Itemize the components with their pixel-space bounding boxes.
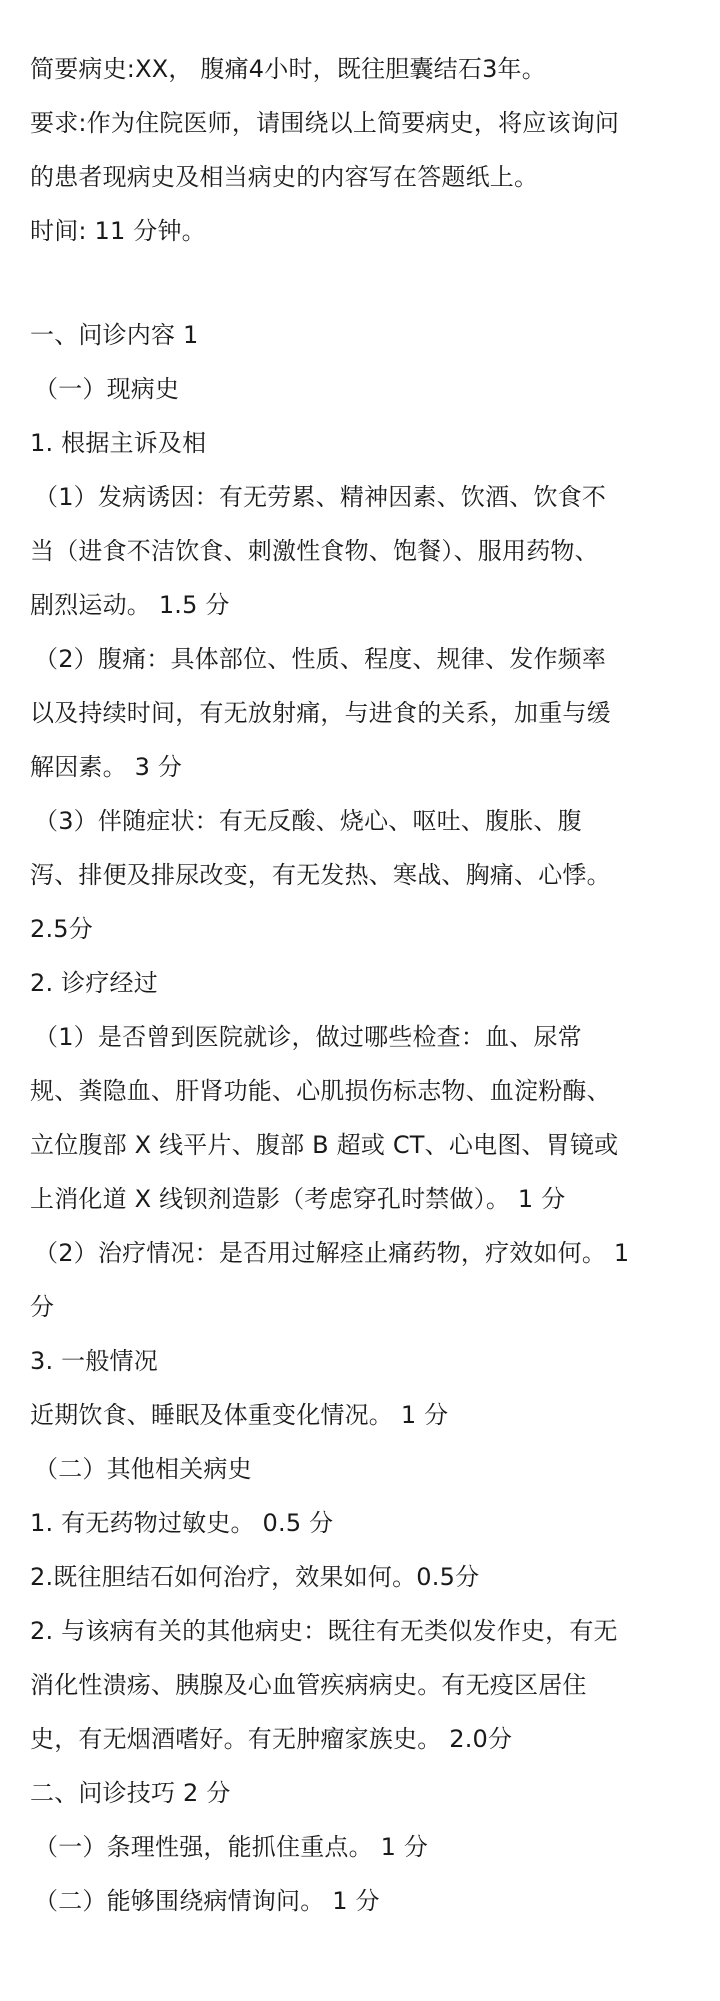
other-item-1: 1. 有无药物过敏史。 0.5 分 bbox=[30, 1509, 334, 1537]
other-item-3-line-a: 2. 与该病有关的其他病史：既往有无类似发作史，有无 bbox=[30, 1617, 618, 1645]
spacer bbox=[30, 258, 712, 308]
item-2-1-line-a: （1）是否曾到医院就诊，做过哪些检查：血、尿常 bbox=[34, 1023, 582, 1051]
item-3-title: 3. 一般情况 bbox=[30, 1347, 158, 1375]
section-1-title: 一、问诊内容 1 bbox=[30, 321, 199, 349]
other-item-3-line-b: 消化性溃疡、胰腺及心血管疾病病史。有无疫区居住 bbox=[30, 1671, 587, 1699]
item-1-1-line-b: 当（进食不洁饮食、刺激性食物、饱餐）、服用药物、 bbox=[30, 537, 599, 565]
section-2-title: 二、问诊技巧 2 分 bbox=[30, 1779, 231, 1807]
item-2-1-line-c: 立位腹部 X 线平片、腹部 B 超或 CT、心电图、胃镜或 bbox=[30, 1131, 619, 1159]
item-1-3-line-c: 2.5分 bbox=[30, 915, 93, 943]
requirement-line-2: 的患者现病史及相当病史的内容写在答题纸上。 bbox=[30, 163, 539, 191]
subsection-other-history: （二）其他相关病史 bbox=[34, 1455, 252, 1483]
history-line: 简要病史:XX， 腹痛4小时，既往胆囊结石3年。 bbox=[30, 55, 546, 83]
item-2-2-line-b: 分 bbox=[30, 1293, 55, 1321]
item-3-body: 近期饮食、睡眠及体重变化情况。 1 分 bbox=[30, 1401, 449, 1429]
other-item-2: 2.既往胆结石如何治疗，效果如何。0.5分 bbox=[30, 1563, 480, 1591]
item-1-2-line-b: 以及持续时间，有无放射痛，与进食的关系，加重与缓 bbox=[30, 699, 611, 727]
item-2-1-line-d: 上消化道 X 线钡剂造影（考虑穿孔时禁做）。 1 分 bbox=[30, 1185, 566, 1213]
skill-item-2: （二）能够围绕病情询问。 1 分 bbox=[34, 1887, 380, 1915]
item-1-1-line-a: （1）发病诱因：有无劳累、精神因素、饮酒、饮食不 bbox=[34, 483, 607, 511]
item-1-2-line-a: （2）腹痛：具体部位、性质、程度、规律、发作频率 bbox=[34, 645, 607, 673]
item-2-title: 2. 诊疗经过 bbox=[30, 969, 158, 997]
time-line: 时间: 11 分钟。 bbox=[30, 217, 206, 245]
item-2-1-line-b: 规、粪隐血、肝肾功能、心肌损伤标志物、血淀粉酶、 bbox=[30, 1077, 611, 1105]
item-1-3-line-b: 泻、排便及排尿改变，有无发热、寒战、胸痛、心悸。 bbox=[30, 861, 611, 889]
item-1-3-line-a: （3）伴随症状：有无反酸、烧心、呕吐、腹胀、腹 bbox=[34, 807, 582, 835]
skill-item-1: （一）条理性强，能抓住重点。 1 分 bbox=[34, 1833, 429, 1861]
requirement-line-1: 要求:作为住院医师，请围绕以上简要病史，将应该询问 bbox=[30, 109, 620, 137]
other-item-3-line-c: 史，有无烟酒嗜好。有无肿瘤家族史。 2.0分 bbox=[30, 1725, 513, 1753]
item-1-2-line-c: 解因素。 3 分 bbox=[30, 753, 183, 781]
item-1-title: 1. 根据主诉及相 bbox=[30, 429, 207, 457]
item-1-1-line-c: 剧烈运动。 1.5 分 bbox=[30, 591, 230, 619]
subsection-present-illness: （一）现病史 bbox=[34, 375, 180, 403]
item-2-2-line-a: （2）治疗情况：是否用过解痉止痛药物，疗效如何。 1 bbox=[34, 1239, 630, 1267]
